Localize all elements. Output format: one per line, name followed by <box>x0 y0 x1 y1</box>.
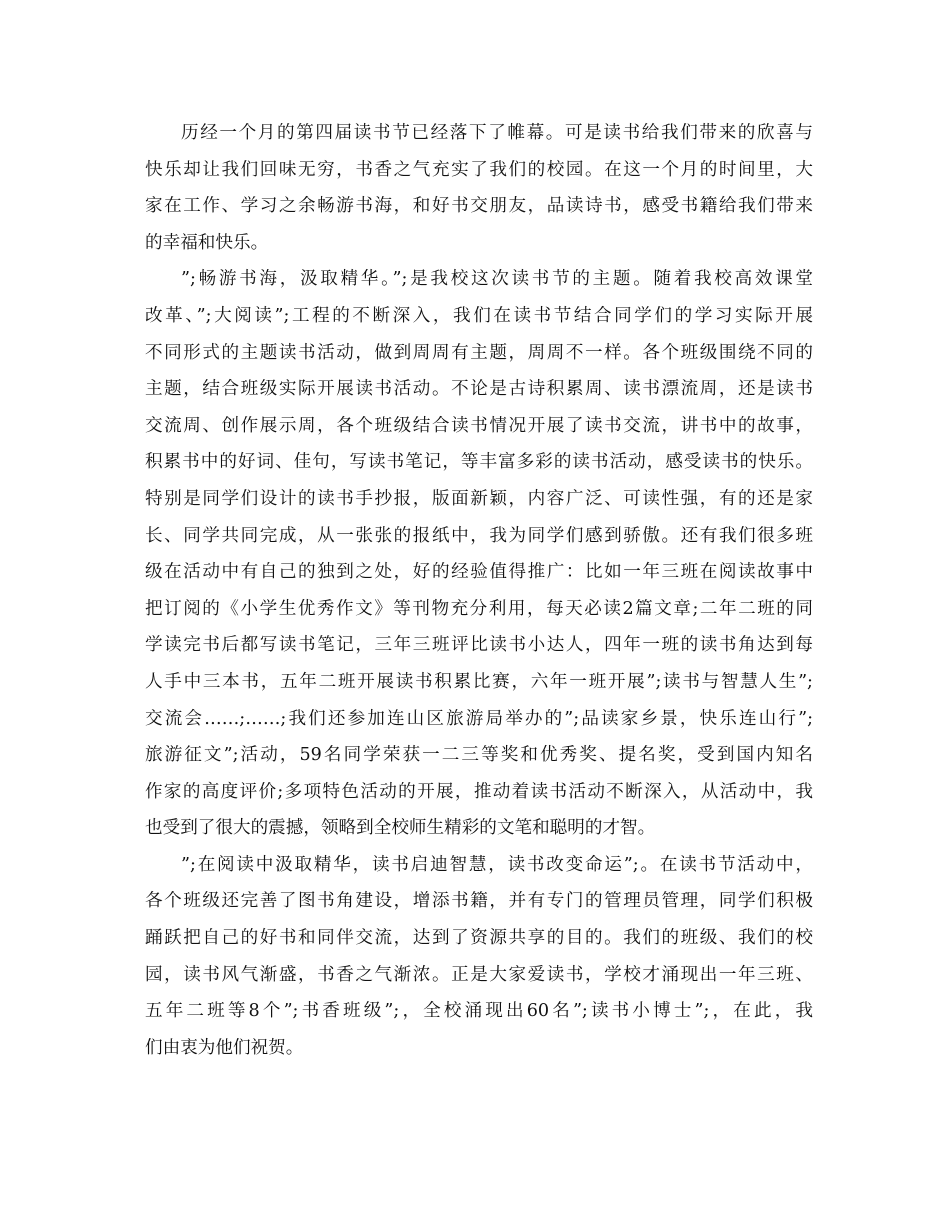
text-line: 快乐却让我们回味无穷，书香之气充实了我们的校园。在这一个月的时间里，大 <box>145 159 813 180</box>
text-line: 各个班级还完善了图书角建设，增添书籍，并有专门的管理员管理，同学们积极 <box>145 891 813 912</box>
text-line: 人手中三本书，五年二班开展读书积累比赛，六年一班开展”;读书与智慧人生”; <box>145 671 813 692</box>
text-line: 们由衷为他们祝贺。 <box>145 1037 304 1058</box>
paragraph-2 <box>145 261 813 847</box>
document-body <box>145 115 813 1066</box>
text-line: 历经一个月的第四届读书节已经落下了帷幕。可是读书给我们带来的欣喜与 <box>181 123 813 143</box>
text-line: 的幸福和快乐。 <box>145 232 269 253</box>
text-line: 长、同学共同完成，从一张张的报纸中，我为同学们感到骄傲。还有我们很多班 <box>145 525 813 546</box>
text-line: 交流会……;……;我们还参加连山区旅游局举办的”;品读家乡景，快乐连山行”; <box>145 708 813 729</box>
text-line: 级在活动中有自己的独到之处，好的经验值得推广：比如一年三班在阅读故事中 <box>145 562 813 583</box>
text-line: 也受到了很大的震撼，领略到全校师生精彩的文笔和聪明的才智。 <box>145 818 656 839</box>
text-line: 主题，结合班级实际开展读书活动。不论是古诗积累周、读书漂流周，还是读书 <box>145 379 813 400</box>
text-line: 学读完书后都写读书笔记，三年三班评比读书小达人，四年一班的读书角达到每 <box>145 635 813 656</box>
text-line: ”;畅游书海，汲取精华。”;是我校这次读书节的主题。随着我校高效课堂 <box>181 269 813 290</box>
text-line: 不同形式的主题读书活动，做到周周有主题，周周不一样。各个班级围绕不同的 <box>145 342 813 363</box>
text-line: 旅游征文”;活动，59名同学荣获一二三等奖和优秀奖、提名奖，受到国内知名 <box>145 745 813 766</box>
text-line: 改革、”;大阅读”;工程的不断深入，我们在读书节结合同学们的学习实际开展 <box>145 305 813 326</box>
text-line: 作家的高度评价;多项特色活动的开展，推动着读书活动不断深入，从活动中，我 <box>145 781 813 802</box>
text-line: 家在工作、学习之余畅游书海，和好书交朋友，品读诗书，感受书籍给我们带来 <box>145 196 813 217</box>
text-line: 特别是同学们设计的读书手抄报，版面新颖，内容广泛、可读性强，有的还是家 <box>145 488 813 509</box>
text-line: ”;在阅读中汲取精华，读书启迪智慧，读书改变命运”;。在读书节活动中， <box>181 854 813 875</box>
text-line: 园，读书风气渐盛，书香之气渐浓。正是大家爱读书，学校才涌现出一年三班、 <box>145 964 813 985</box>
text-line: 踊跃把自己的好书和同伴交流，达到了资源共享的目的。我们的班级、我们的校 <box>145 928 813 949</box>
paragraph-3 <box>145 847 813 1067</box>
text-line: 把订阅的《小学生优秀作文》等刊物充分利用，每天必读2篇文章;二年二班的同 <box>145 598 813 619</box>
paragraph-1 <box>145 115 813 261</box>
text-line: 五年二班等8个”;书香班级”;，全校涌现出60名”;读书小博士”;，在此，我 <box>145 1001 813 1022</box>
text-line: 交流周、创作展示周，各个班级结合读书情况开展了读书交流，讲书中的故事， <box>145 415 813 436</box>
text-line: 积累书中的好词、佳句，写读书笔记，等丰富多彩的读书活动，感受读书的快乐。 <box>145 452 813 473</box>
